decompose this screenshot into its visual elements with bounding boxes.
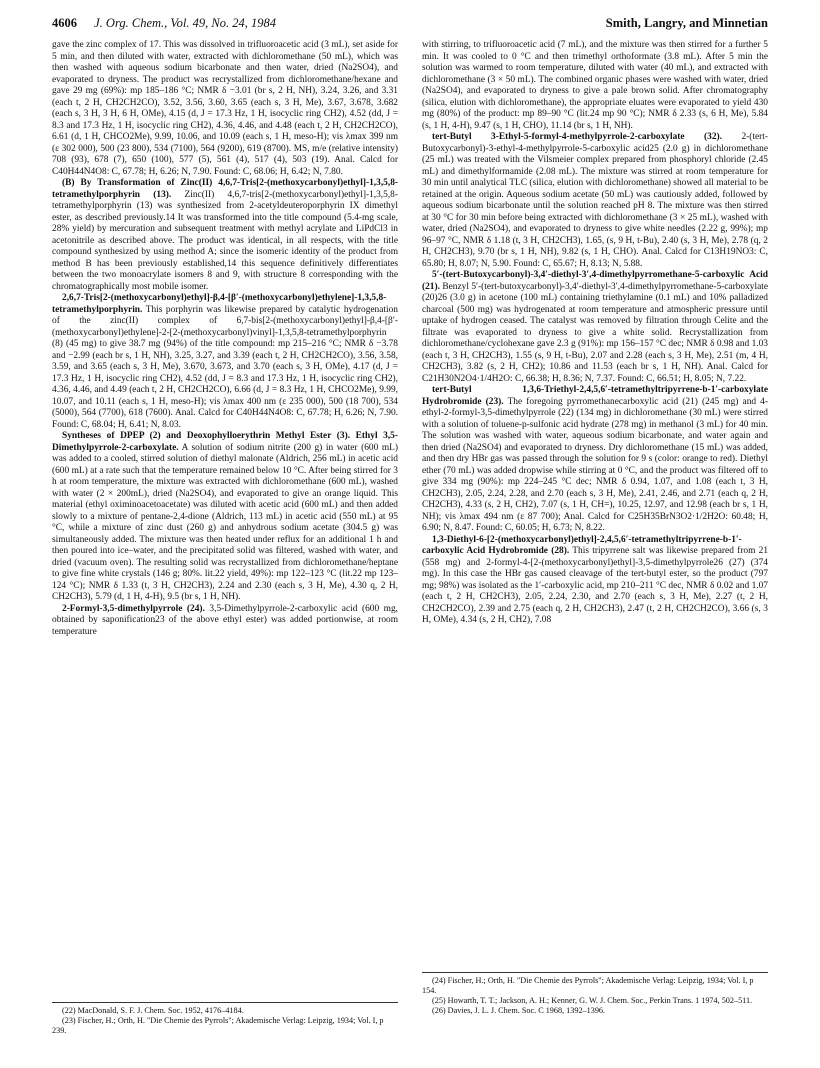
page-number: 4606: [52, 16, 77, 30]
paragraph-text: with stirring, to trifluoroacetic acid (7 mL), and the mixture was then stirred for a further 5 min. It was cooled to 0 °C and then trimethyl orthoformate (3.8 mL). After 5 min the solution was warmed to room temperature, diluted with water (40 mL), and extracted with dichloromethane (3 × 50 mL). The combined organic phases were washed with water, dried (Na2SO4), and evaporated to dryness to give a pale brown solid. After chromatography (silica, elution with dichloromethane), the appropriate eluates were evaporated to yield 430 mg (80%) of the product: mp 89–90 °C (lit.24 mp 90 °C); NMR δ 2.33 (s, 6 H, Me), 5.84 (s, 1 H, 4-H), 9.47 (s, 1 H, CHO), 11.14 (br s, 1 H, NH).: [422, 40, 768, 131]
section-heading: (B) By Transformation of Zinc(II) 4,6,7-Tris[2-(methoxycarbonyl)ethyl]-1,3,5,8-tetramethylporphyrin (13).: [52, 178, 398, 200]
author-list: Smith, Langry, and Minnetian: [605, 16, 768, 30]
paragraph: [422, 535, 768, 627]
paragraph: [52, 40, 398, 178]
section-heading: 1,3-Diethyl-6-[2-(methoxycarbonyl)ethyl]-2,4,5,6′-tetramethyltripyrrene-b-1′-carboxylic Acid Hydrobromide (28).: [422, 534, 742, 556]
section-heading: tert-Butyl 1,3,6-Triethyl-2,4,5,6′-tetramethyltripyrrene-b-1′-carboxylate Hydrobromide (23).: [422, 385, 768, 407]
paragraph: [52, 178, 398, 293]
paragraph-text: This porphyrin was likewise prepared by catalytic hydrogenation of the zinc(II) complex of 6,7-bis[2-(methoxycarbonyl)ethyl]-β,4-[β′-(methoxycarbonyl)ethylene]-2-[2-(methoxycarbonyl)vinyl]-1,3,5,8-tetramethylporphyrin (8) (45 mg) to give 38.7 mg (94%) of the title compound: mp 215–216 °C; NMR δ −3.78 and −2.99 (each br s, 1 H, NH), 3.25, 3.27, and 3.39 (each t, 2 H, CH2CH2CO), 3.56, 3.58, 3.59, and 3.65 (each s, 3 H, Me), 3.670, 3.673, and 3.70 (each s, 3 H, OMe), 4.17 (d, J = 17.3 Hz, 1 H, isocyclic ring CH2), 4.52 (dd, J = 8.3 and 17.3 Hz, 1 H, isocyclic ring CH2), 4.36, 4.46, and 4.49 (each t, 2 H, CH2CH2CO), 6.66 (d, J = 8.3 Hz, 1 H, CHCO2Me), 9.99, 10.07, and 10.11 (each s, 1 H, meso-H); vis λmax 400 nm (ε 235 000), 500 (18 700), 534 (5000), 564 (7700), 618 (7600). Anal. Calcd for C40H44N4O8: C, 67.78; H, 6.26; N, 7.90. Found: C, 68.04; H, 6.41; N, 8.03.: [52, 304, 398, 430]
footnote: (23) Fischer, H.; Orth, H. "Die Chemie des Pyrrols"; Akademische Verlag: Leipzig, 1934; Vol. I, p 239.: [52, 1016, 384, 1035]
header-left: [52, 16, 276, 31]
footnote: (24) Fischer, H.; Orth, H. "Die Chemie des Pyrrols"; Akademische Verlag: Leipzig, 1934; Vol. I, p 154.: [422, 976, 754, 995]
paragraph: [52, 431, 398, 604]
paragraph-text: The foregoing pyrromethanecarboxylic acid (21) (245 mg) and 4-ethyl-2-formyl-3,5-dimethylpyrrole (22) (134 mg) in dichloromethane (30 mL) were stirred with a solution of toluene-p-sulfonic acid hydrate (278 mg) in methanol (3 mL) for 40 min. The solution was washed with water, aqueous sodium bicarbonate, and water again and then dried (Na2SO4) and evaporated to dryness. Dry dichloromethane (15 mL) was added, and then dry HBr gas was passed through the solution for 9 s (color: orange to red). Diethyl ether (70 mL) was added dropwise while stirring at 0 °C, and the product was filtered off to give 334 mg (90%): mp 224–245 °C dec; NMR δ 0.94, 1.07, and 1.08 (each t, 3 H, CH2CH3), 2.05, 2.24, 2.28, and 2.70 (each s, 3 H, Me), 2.41, 2.46, and 2.71 (each q, 2 H, CH2CH3), 4.33 (s, 2 H, CH2), 7.07 (s, 1 H, CH=), 10.25, 12.97, and 12.98 (each br s, 1 H, NH); vis λmax 494 nm (ε 87 700); Anal. Calcd for C25H35BrN3O2·1/2H2O: 60.48; H, 6.90; N, 8.47. Found: C, 60.05; H, 6.73; N, 8.22.: [422, 396, 768, 533]
paragraph-text: This tripyrrene salt was likewise prepared from 21 (558 mg) and 2-formyl-4-[2-(methoxycarbonyl)ethyl]-3,5-dimethylpyrrole26 (27) (374 mg). In this case the HBr gas caused cleavage of the tert-butyl ester, so the product (797 mg; 98%) was isolated as the 1′-carboxylic acid, mp 210–211 °C dec, NMR δ 0.02 and 1.07 (each t, 2 H, CH2CH3), 2.05, 2.24, 2.30, and 2.70 (each s, 3 H, Me), 2.27 (t, 2 H, CH2CH2CO), 2.39 and 2.75 (each q, 2 H, CH2CH3), 2.47 (t, 2 H, CH2CH2CO), 3.66 (s, 3 H, OMe), 4.34 (s, 2 H, CH2), 7.08: [422, 546, 769, 625]
section-heading: Syntheses of DPEP (2) and Deoxophylloerythrin Methyl Ester (3). Ethyl 3,5-Dimethylpyrrole-2-carboxylate.: [52, 431, 398, 453]
running-header: [52, 16, 768, 31]
section-heading: tert-Butyl 3-Ethyl-5-formyl-4-methylpyrrole-2-carboxylate (32).: [432, 132, 722, 142]
section-heading: 2-Formyl-3,5-dimethylpyrrole (24).: [62, 603, 205, 614]
paragraph: [422, 270, 768, 385]
section-heading: 5′-(tert-Butoxycarbonyl)-3,4′-diethyl-3′,4-dimethylpyrromethane-5-carboxylic Acid (21).: [422, 270, 768, 292]
paragraph-text: Benzyl 5′-(tert-butoxycarbonyl)-3,4′-diethyl-3′,4-dimethylpyrromethane-5-carboxylate (20)26 (3.0 g) in acetone (100 mL) containing triethylamine (0.1 mL) and 10% palladized charcoal (500 mg) was hydrogenated at room temperature and atmospheric pressure until uptake of hydrogen ceased. The catalyst was removed by filtration through Celite and the filtrate was evaporated to dryness to give a white solid. Recrystallization from dichloromethane/cyclohexane gave 2.3 g (91%): mp 156–157 °C dec; NMR δ 0.98 and 1.03 (each t, 3 H, CH2CH3), 1.55 (s, 9 H, t-Bu), 2.07 and 2.28 (each s, 3 H, Me), 2.51 (m, 4 H, CH2CH3), 3.82 (s, 2 H, CH2); 10.86 and 11.53 (each br s, 1 H, NH). Anal. Calcd for C21H30N2O4·1/4H2O: C, 66.38; H, 8.36; N, 7.37. Found: C, 66.51; H, 8.05; N, 7.22.: [422, 281, 768, 384]
left-column: [52, 40, 398, 638]
paragraph: [422, 40, 768, 132]
footnote: (26) Davies, J. L. J. Chem. Soc. C 1968, 1392–1396.: [432, 1006, 606, 1015]
paragraph: [52, 293, 398, 431]
footnotes-left: [52, 1002, 398, 1036]
right-column: [422, 40, 768, 627]
paragraph-text: gave the zinc complex of 17. This was dissolved in trifluoroacetic acid (3 mL), set aside for 5 min, and then diluted with water, extracted with dichloromethane (50 mL), which was then washed with aqueous sodium bicarbonate and then water, dried (Na2SO4), and evaporated to dryness. The product was recrystallized from dichloromethane/hexane and gave 29 mg (69%): mp 185–186 °C; NMR δ −3.01 (br s, 2 H, NH), 3.24, 3.26, and 3.31 (each t, 2 H, CH2CH2CO), 3.52, 3.56, 3.60, 3.65 (each s, 3 H, Me), 3.67, 3.678, 3.682 (each s, 3 H, 3 H, 6 H, OMe), 4.15 (d, J = 17.3 Hz, 1 H, isocyclic ring CH2), 4.52 (dd, J = 8.3 and 17.3 Hz, 1 H, isocyclic ring CH2), 4.36, 4.46, and 4.48 (each t, 2 H, CH2CH2CO), 6.61 (d, 1 H, CHCO2Me), 9.99, 10.06, and 10.09 (each s, 1 H, meso-H); vis λmax 399 nm (ε 302 000), 500 (23 800), 534 (7100), 564 (9200), 619 (8700). MS, m/e (relative intensity) 708 (93), 678 (7), 650 (100), 577 (5), 561 (4), 517 (4), 503 (19). Anal. Calcd for C40H44N4O8: C, 67.78; H, 6.26; N, 7.90. Found: C, 68.06; H, 6.42; N, 7.80.: [52, 40, 398, 177]
paragraph: [422, 385, 768, 535]
paragraph-text: 3,5-Dimethylpyrrole-2-carboxylic acid (600 mg, obtained by saponification23 of the above ethyl ester) was added portionwise, at room temperature: [52, 603, 398, 637]
journal-citation: J. Org. Chem., Vol. 49, No. 24, 1984: [94, 16, 276, 30]
section-heading: 2,6,7-Tris[2-(methoxycarbonyl)ethyl]-β,4-[β′-(methoxycarbonyl)ethylene]-1,3,5,8-tetramethylporphyrin.: [52, 293, 387, 315]
paragraph: [52, 604, 398, 639]
paragraph-text: A solution of sodium nitrite (200 g) in water (600 mL) was added to a cooled, stirred solution of diethyl malonate (Aldrich, 256 mL) in acetic acid (600 mL) at a rate such that the temperature remained below 10 °C. After being stirred for 3 h at room temperature, the mixture was extracted with dichloromethane (600 mL), washed with water (2 × 200mL), dried (Na2SO4), and evaporated to give an orange liquid. This material (ethyl oximinoacetoacetate) was diluted with acetic acid (600 mL) and then added slowly to a mixture of pentane-2,4-dione (Aldrich, 113 mL) in acetic acid (550 mL) at 95 °C, while a mixture of zinc dust (260 g) and anhydrous sodium acetate (304.5 g) was simultaneously added. The mixture was then heated under reflux for an additional 1 h and then poured into ice–water, and the precipitated solid was filtered, washed with water, and dried (vacuum oven). The resulting solid was recrystallized from dichloromethane/heptane to give fine white crystals (146 g; 80%. lit.22 yield, 49%): mp 122–123 °C (lit.22 mp 123–124 °C); NMR δ 1.33 (t, 3 H, CH2CH3), 2.24 and 2.30 (each s, 3 H, Me), 4.30 q, 2 H, CH2CH3), 5.79 (d, 1 H, 4-H), 9.5 (br s, 1 H, NH).: [52, 442, 398, 602]
footnotes-right: [422, 972, 768, 1016]
paragraph-text: 2-(tert-Butoxycarbonyl)-3-ethyl-4-methylpyrrole-5-carboxylic acid25 (2.0 g) in dichloromethane (25 mL) was treated with the Vilsmeier complex prepared from phosphoryl chloride (2.45 mL) and dimethylformamide (2.08 mL). The mixture was stirred at room temperature for 30 min until analytical TLC (silica, elution with dichloromethane) showed all material to be retained at the origin. Aqueous sodium acetate (50 mL) was cautiously added, followed by aqueous sodium bicarbonate until the solution reached pH 8. The mixture was then stirred at 30 °C for 30 min before being extracted with dichloromethane (3 × 25 mL), washed with water, dried (Na2SO4), and evaporated to dryness to give white needles (2.22 g, 99%); mp 96–97 °C, NMR δ 1.18 (t, 3 H, CH2CH3), 1.65, (s, 9 H, t-Bu), 2.40 (s, 3 H, Me), 2.78 (q, 2 H, CH2CH3), 9.70 (br s, 1 H, NH), 9.82 (s, 1 H, CHO). Anal. Calcd for C13H19NO3: C, 65.80; H, 8.07; N, 5.90. Found: C, 65.67; H, 8.13; N, 5.88.: [422, 132, 768, 269]
footnote: (25) Howarth, T. T.; Jackson, A. H.; Kenner, G. W. J. Chem. Soc., Perkin Trans. 1 1974, 502–511.: [432, 996, 753, 1005]
paragraph-text: Zinc(II) 4,6,7-tris[2-(methoxycarbonyl)ethyl]-1,3,5,8-tetramethylporphyrin (13) was synthesized from 2-acetyldeuteroporphyrin IX dimethyl ester, as described previously.14 It was transformed into the title compound (5.4-mg scale, 28% yield) by mercuration and subsequent treatment with methyl acrylate and LiPdCl3 in acetonitrile as described above. The product was identical, in all respects, with the title compound synthesized by using method A; since the isomeric identity of the product from method B has been previously established,14 this sequence definitively differentiates between the two monoacrylate isomers 8 and 9, with structure 8 corresponding with the chromatographically most mobile isomer.: [52, 189, 398, 292]
paragraph: [422, 132, 768, 270]
footnote: (22) MacDonald, S. F. J. Chem. Soc. 1952, 4176–4184.: [62, 1006, 244, 1015]
